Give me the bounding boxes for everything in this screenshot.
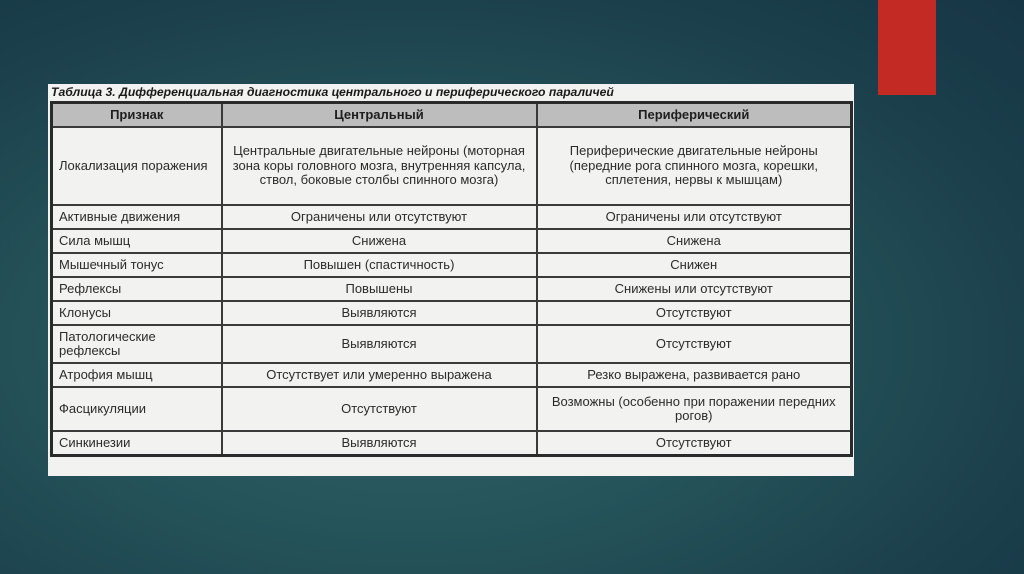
row-feature: Фасцикуляции [52,387,222,431]
row-peripheral: Отсутствуют [537,325,852,363]
table-header-row [52,103,852,128]
table-row [52,387,852,431]
row-central: Выявляются [222,325,537,363]
row-central: Выявляются [222,301,537,325]
table-caption: Таблица 3. Дифференциальная диагностика центрального и периферического параличей [51,85,614,99]
table-row [52,277,852,301]
row-central: Ограничены или отсутствуют [222,205,537,229]
row-feature: Патологические рефлексы [52,325,222,363]
table-row [52,229,852,253]
row-peripheral: Снижены или отсутствуют [537,277,852,301]
table-row [52,127,852,205]
row-feature: Клонусы [52,301,222,325]
table-row [52,253,852,277]
table-row [52,363,852,387]
table-image [48,84,854,476]
row-feature: Сила мышц [52,229,222,253]
row-peripheral: Ограничены или отсутствуют [537,205,852,229]
accent-bar [878,0,936,95]
table-row [52,325,852,363]
row-feature: Мышечный тонус [52,253,222,277]
row-central: Отсутствует или умеренно выражена [222,363,537,387]
table-row [52,301,852,325]
row-central: Повышены [222,277,537,301]
header-peripheral: Периферический [537,103,852,128]
table-row [52,205,852,229]
row-peripheral: Снижен [537,253,852,277]
row-central: Отсутствуют [222,387,537,431]
row-peripheral: Возможны (особенно при поражении передних рогов) [537,387,852,431]
row-feature: Активные движения [52,205,222,229]
row-central: Повышен (спастичность) [222,253,537,277]
row-central: Выявляются [222,431,537,456]
row-feature: Локализация поражения [52,127,222,205]
row-peripheral: Резко выражена, развивается рано [537,363,852,387]
row-feature: Атрофия мышц [52,363,222,387]
table-row [52,431,852,456]
row-feature: Синкинезии [52,431,222,456]
row-peripheral: Отсутствуют [537,431,852,456]
header-feature: Признак [52,103,222,128]
row-central: Центральные двигательные нейроны (моторная зона коры головного мозга, внутренняя капсула, ствол, боковые столбы спинного мозга) [222,127,537,205]
row-peripheral: Снижена [537,229,852,253]
row-feature: Рефлексы [52,277,222,301]
row-peripheral: Отсутствуют [537,301,852,325]
row-central: Снижена [222,229,537,253]
header-central: Центральный [222,103,537,128]
row-peripheral: Периферические двигательные нейроны (передние рога спинного мозга, корешки, сплетения, нервы к мышцам) [537,127,852,205]
differential-diagnosis-table [50,101,853,457]
